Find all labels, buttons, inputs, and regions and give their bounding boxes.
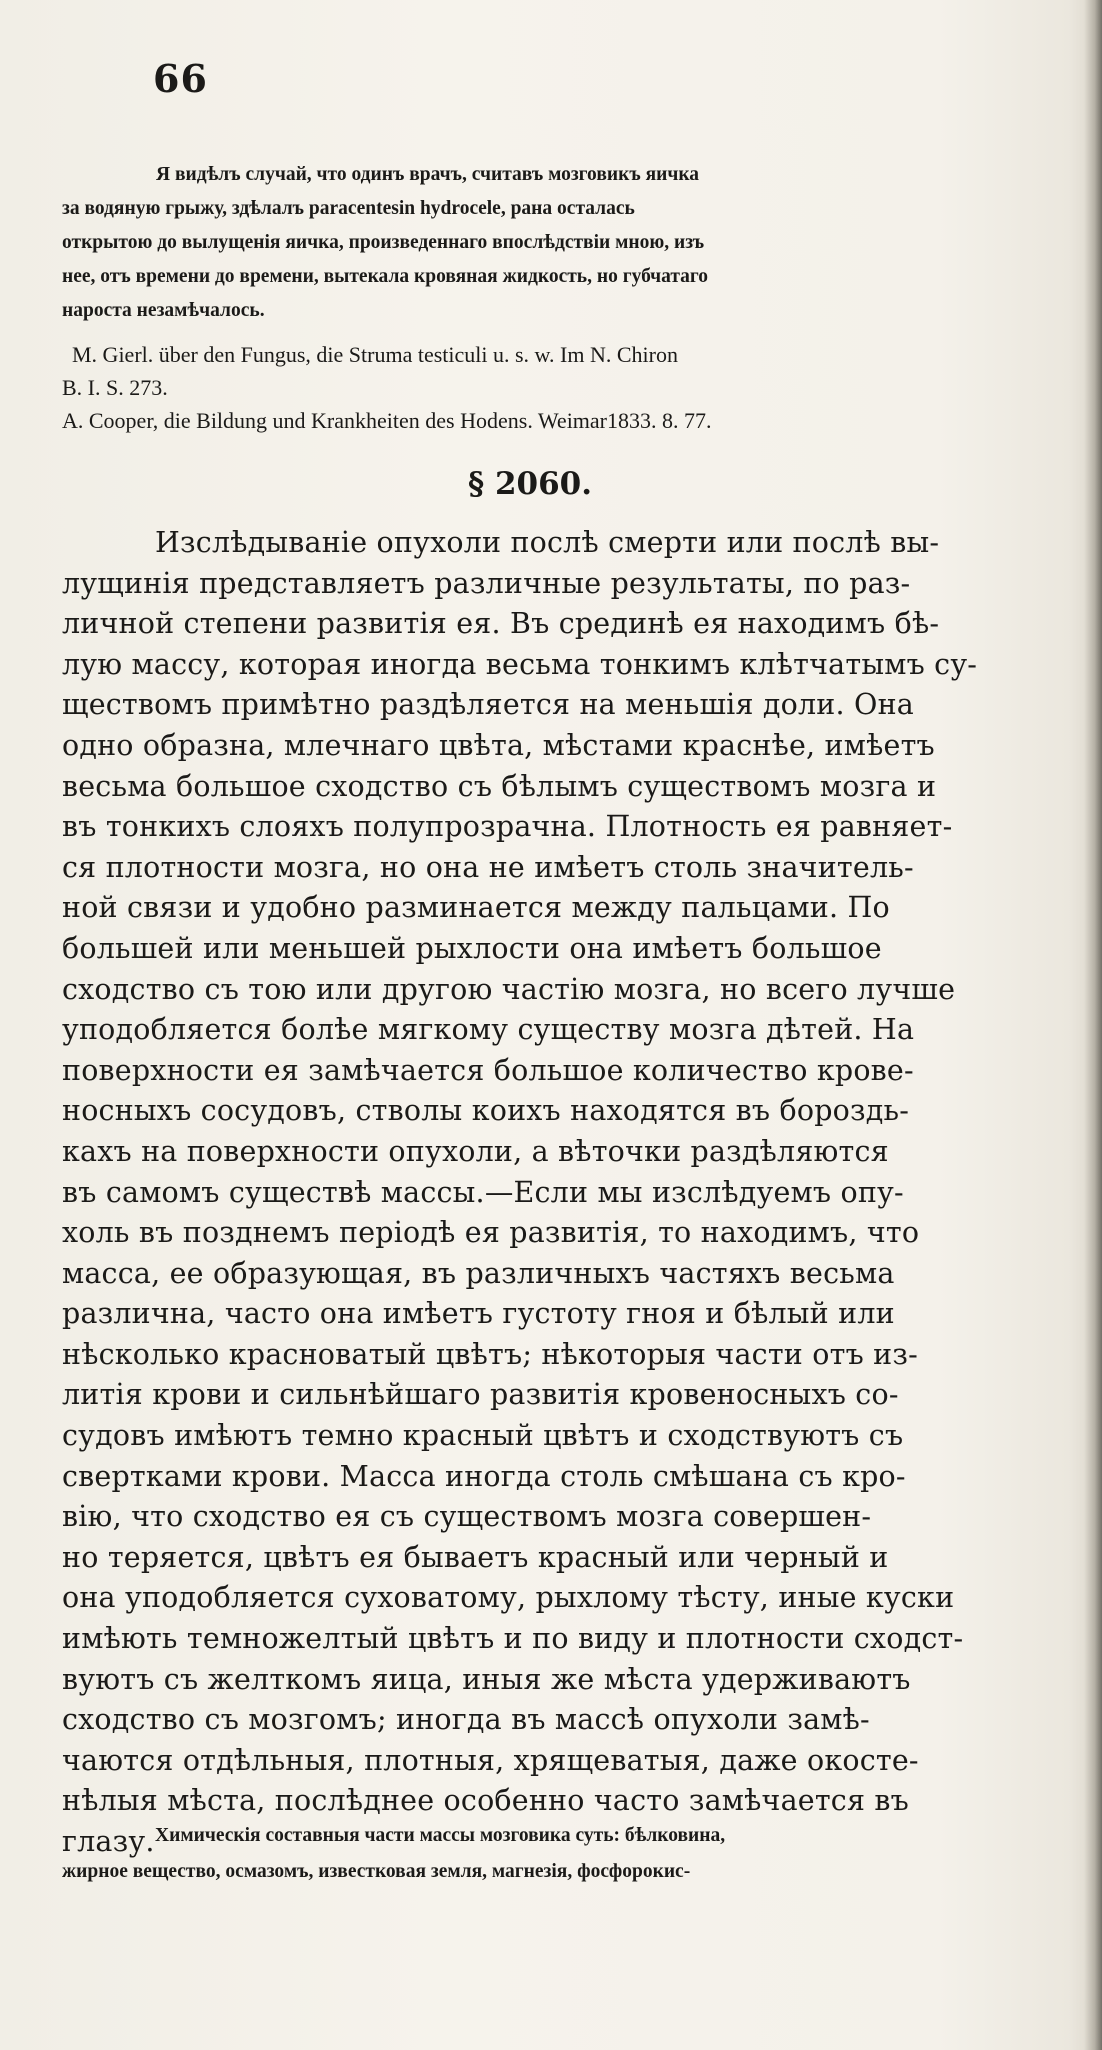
main-text-line: ной связи и удобно разминается между пальцами. По bbox=[62, 891, 890, 925]
reference-line: B. I. S. 273. bbox=[62, 375, 168, 400]
main-text-line: она уподобляется суховатому, рыхлому тѣсту, иные куски bbox=[62, 1581, 955, 1615]
footnote-top-line: нее, отъ времени до времени, вытекала кровяная жидкость, но губчатаго bbox=[62, 266, 709, 287]
footnote-bottom bbox=[62, 1818, 1062, 1890]
main-text-line: сходство съ мозгомъ; иногда въ массѣ опухоли замѣ- bbox=[62, 1703, 870, 1737]
main-text bbox=[62, 523, 1062, 1863]
main-text-line: въ тонкихъ слояхъ полупрозрачна. Плотность ея равняет- bbox=[62, 810, 953, 844]
footnote-top-line: Я видѣлъ случай, что одинъ врачъ, считавъ мозговикъ яичка bbox=[156, 164, 700, 185]
main-text-line: поверхности ея замѣчается большое количество крове- bbox=[62, 1053, 914, 1087]
footnote-bottom-line: Химическія составныя части массы мозговика суть: бѣлковина, bbox=[155, 1825, 726, 1846]
main-text-line: нѣлыя мѣста, послѣднее особенно часто замѣчается въ bbox=[62, 1784, 909, 1818]
main-text-line: чаются отдѣльныя, плотныя, хрящеватыя, даже окосте- bbox=[62, 1743, 919, 1777]
footnote-top-line: открытою до вылущенія яичка, произведеннаго впослѣдствіи мною, изъ bbox=[62, 232, 705, 253]
spine-shadow bbox=[1084, 0, 1102, 2050]
main-text-line: имѣють темножелтый цвѣтъ и по виду и плотности сходст- bbox=[62, 1622, 964, 1656]
page-number: 66 bbox=[153, 56, 208, 101]
main-text-line: большей или меньшей рыхлости она имѣетъ большое bbox=[62, 931, 882, 965]
main-text-line: вію, что сходство ея съ существомъ мозга совершен- bbox=[62, 1500, 872, 1534]
main-text-line: Изслѣдываніе опухоли послѣ смерти или послѣ вы- bbox=[155, 526, 940, 559]
footnote-top-line: нароста незамѣчалось. bbox=[62, 300, 265, 321]
main-text-line: судовъ имѣютъ темно красный цвѣтъ и сходствуютъ съ bbox=[62, 1419, 904, 1453]
main-text-line: носныхъ сосудовъ, стволы коихъ находятся въ бороздь- bbox=[62, 1094, 910, 1128]
main-text-line: кахъ на поверхности опухоли, а вѣточки раздѣляются bbox=[62, 1134, 889, 1168]
references bbox=[62, 338, 1062, 437]
footnote-top-line: за водяную грыжу, здѣлалъ paracentesin hydrocele, рана осталась bbox=[62, 198, 635, 219]
footnote-bottom-line: жирное вещество, осмазомъ, известковая земля, магнезія, фосфорокис- bbox=[62, 1861, 691, 1882]
main-text-line: свертками крови. Масса иногда столь смѣшана съ кро- bbox=[62, 1459, 906, 1493]
main-text-line: личной степени развитія ея. Въ срединѣ ея находимъ бѣ- bbox=[62, 607, 940, 641]
main-text-line: лущинія представляетъ различные результаты, по раз- bbox=[62, 566, 911, 600]
main-text-line: лую массу, которая иногда весьма тонкимъ клѣтчатымъ су- bbox=[62, 647, 978, 681]
main-text-line: но теряется, цвѣтъ ея бываетъ красный или черный и bbox=[62, 1540, 889, 1574]
main-text-line: вуютъ съ желткомъ яица, иныя же мѣста удерживаютъ bbox=[62, 1662, 911, 1696]
main-text-line: въ самомъ существѣ массы.—Если мы изслѣдуемъ опу- bbox=[62, 1175, 904, 1209]
reference-line: A. Cooper, die Bildung und Krankheiten des Hodens. Weimar1833. 8. 77. bbox=[62, 408, 712, 433]
main-text-line: глазу. bbox=[62, 1825, 155, 1858]
footnote-top bbox=[62, 158, 1062, 328]
reference-line: M. Gierl. über den Fungus, die Struma testiculi u. s. w. Im N. Chiron bbox=[72, 342, 678, 367]
main-text-line: весьма большое сходство съ бѣлымъ существомъ мозга и bbox=[62, 769, 937, 803]
main-text-line: литія крови и сильнѣйшаго развитія кровеносныхъ со- bbox=[62, 1378, 899, 1412]
main-text-line: различна, часто она имѣетъ густоту гноя и бѣлый или bbox=[62, 1297, 895, 1331]
section-title: § 2060. bbox=[467, 466, 593, 502]
main-text-line: одно образна, млечнаго цвѣта, мѣстами краснѣе, имѣетъ bbox=[62, 728, 935, 762]
main-text-line: холь въ позднемъ періодѣ ея развитія, то находимъ, что bbox=[62, 1216, 920, 1250]
main-text-line: уподобляется болѣе мягкому существу мозга дѣтей. На bbox=[62, 1013, 915, 1047]
main-text-line: нѣсколько красноватый цвѣтъ; нѣкоторыя части отъ из- bbox=[62, 1337, 918, 1371]
main-text-line: сходство съ тою или другою частію мозга, но всего лучше bbox=[62, 972, 956, 1006]
main-text-line: масса, ее образующая, въ различныхъ частяхъ весьма bbox=[62, 1256, 895, 1290]
main-text-line: ществомъ примѣтно раздѣляется на меньшія доли. Она bbox=[62, 688, 914, 722]
main-text-line: ся плотности мозга, но она не имѣетъ столь значитель- bbox=[62, 850, 914, 884]
